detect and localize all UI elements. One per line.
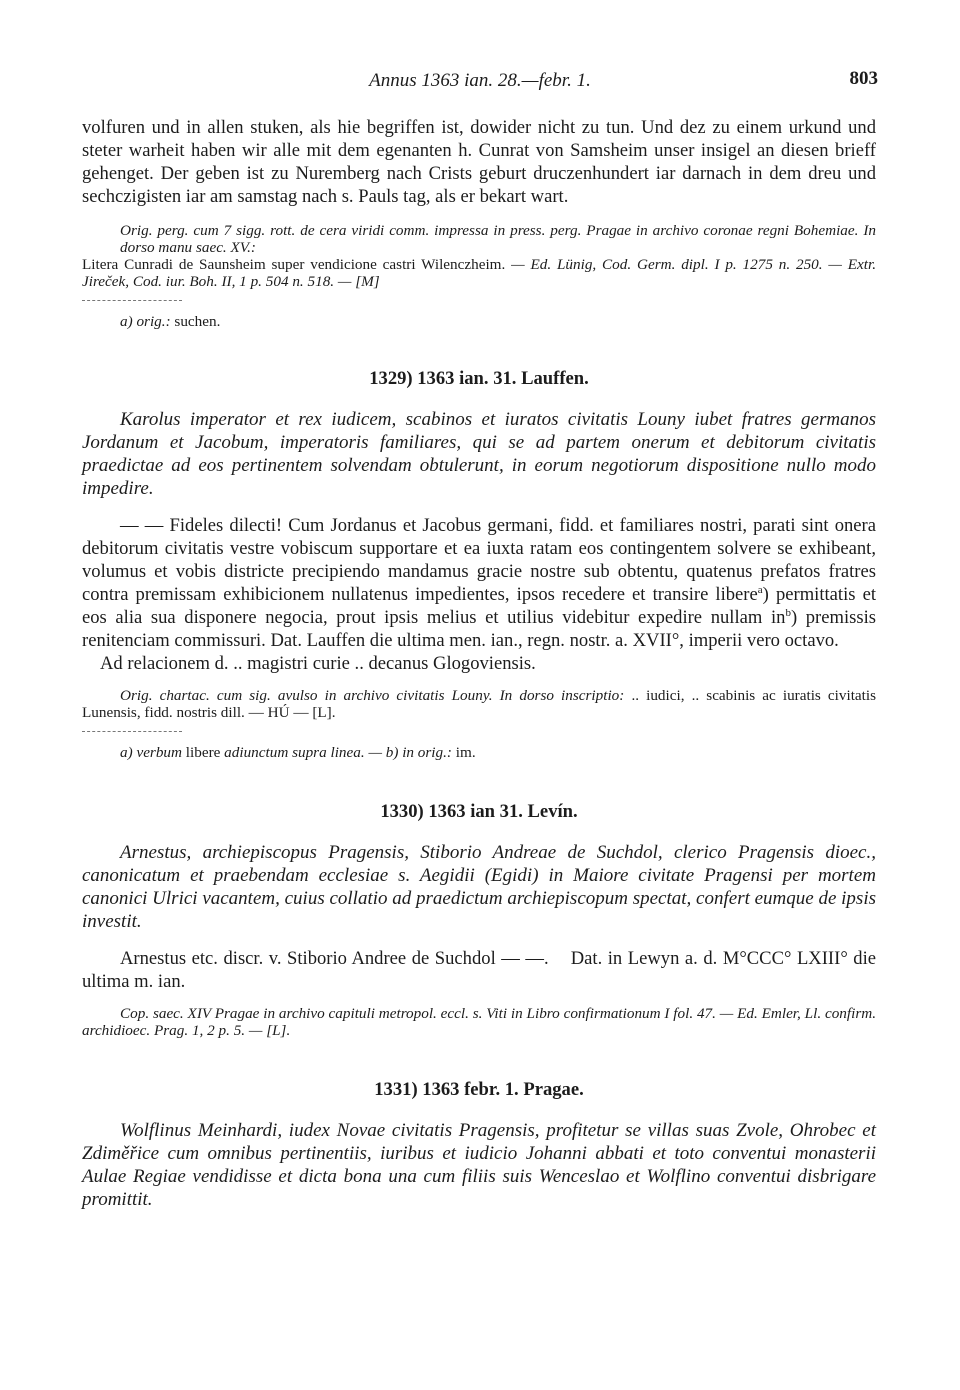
- footnote-separator: [82, 731, 182, 732]
- source-note-1328: Orig. perg. cum 7 sigg. rott. de cera viridi comm. impressa in press. perg. Pragae in archivo coronae regni Bohemiae. In dorso manu saec. XV.: Litera Cunradi de Saunsheim super vendicione castri Wilenczheim. — Ed. Lünig, Cod. Germ. dipl. I p. 1275 n. 250. — Extr. Jireček, Cod. iur. Boh. II, 1 p. 504 n. 518. — [M]: [82, 222, 876, 290]
- continued-text: volfuren und in allen stuken, als hie begriffen ist, dowider nicht zu tun. Und dez zu einem urkund und steter warheit haben wir alle mit dem egenanten h. Cunrat von Samsheim unser insigel an diesen brieff gehenget. Der geben ist zu Nuremberg nach Crists geburt druczenhundert iar darnach in dem dreu und sechczigisten iar am samstag nach s. Pauls tag, als er bekart wart.: [82, 117, 876, 207]
- footnote-1328-a: a) orig.: suchen.: [120, 313, 221, 330]
- footnote-separator: [82, 300, 182, 301]
- regest-1329: Karolus imperator et rex iudicem, scabinos et iuratos civitatis Louny iubet fratres germanos Jordanum et Jacobum, imperatoris familiares, qui se ad partem onerum et debitorum civitatis praedictae ad eos pertinentem solvendam obtulerunt, in eorum negotiorum dispositione nullo modo impedire.: [82, 409, 876, 499]
- source-note-1330: Cop. saec. XIV Pragae in archivo capituli metropol. eccl. s. Viti in Libro confirmationum I fol. 47. — Ed. Emler, Ll. confirm. archidioec. Prag. 1, 2 p. 5. — [L].: [82, 1005, 876, 1039]
- regest-1330: Arnestus, archiepiscopus Pragensis, Stiborio Andreae de Suchdol, clerico Pragensis dioec., canonicatum et praebendam ecclesiae s. Aegidii (Egidi) in Maiore civitate Pragensi per mortem canonici Ulrici vacantem, cuius collatio ad praedictum archiepiscopum spectat, confert eumque de ipsis investit.: [82, 842, 876, 932]
- heading-1329: 1329) 1363 ian. 31. Lauffen.: [369, 368, 589, 389]
- running-header: [82, 68, 878, 98]
- regest-1331: Wolflinus Meinhardi, iudex Novae civitatis Pragensis, profitetur se villas suas Zvole, Ohrobec et Zdiměřice cum omnibus pertinentiis, iuribus et iudicio Johanni abbati et toto conventui monasterii Aulae Regiae vendidisse et dicta bona una cum filiis suis Wenceslao et Wolflino conventui disbrigare promittit.: [82, 1120, 876, 1210]
- text-1330: Arnestus etc. discr. v. Stiborio Andree de Suchdol — —. Dat. in Lewyn a. d. M°CCC° LXIII° die ultima m. ian.: [82, 948, 881, 992]
- heading-1331: 1331) 1363 febr. 1. Pragae.: [374, 1079, 584, 1100]
- relatio-1329: Ad relacionem d. .. magistri curie .. decanus Glogoviensis.: [100, 653, 536, 674]
- page-number: 803: [849, 68, 878, 89]
- footnote-1329: a) verbum libere adiunctum supra linea. — b) in orig.: im.: [120, 744, 476, 761]
- source-note-1329: Orig. chartac. cum sig. avulso in archivo civitatis Louny. In dorso inscriptio: .. iudici, .. scabinis ac iuratis civitatis Lunensis, fidd. nostris dill. — HÚ — [L].: [82, 687, 877, 721]
- page-content: [82, 116, 881, 1211]
- heading-1330: 1330) 1363 ian 31. Levín.: [380, 801, 578, 822]
- text-1329: — — Fideles dilecti! Cum Jordanus et Jacobus germani, fidd. et familiares nostri, parati sint onera debitorum civitatis vestre vobiscum supportare et ea iuxta ratam eos contingentem solvere se exhibeant, volumus et vobis districte precipiendo mandamus gracie nostre sub obtentu, quatenus prefatos fratres contra premissam exhibicionem nullatenus impedientes, ipsos recedere et transire libere$^a$) permittatis et eos alia sua disponere negocia, prout ipsis melius et utilius videbitur expedire nullam $in^b$) premissis renitenciam commissuri. Dat. Lauffen die ultima men. ian., regn. nostr. a. XVII°, imperii vero octavo.: [82, 515, 877, 651]
- running-title: Annus 1363 ian. 28.—febr. 1.: [369, 70, 591, 91]
